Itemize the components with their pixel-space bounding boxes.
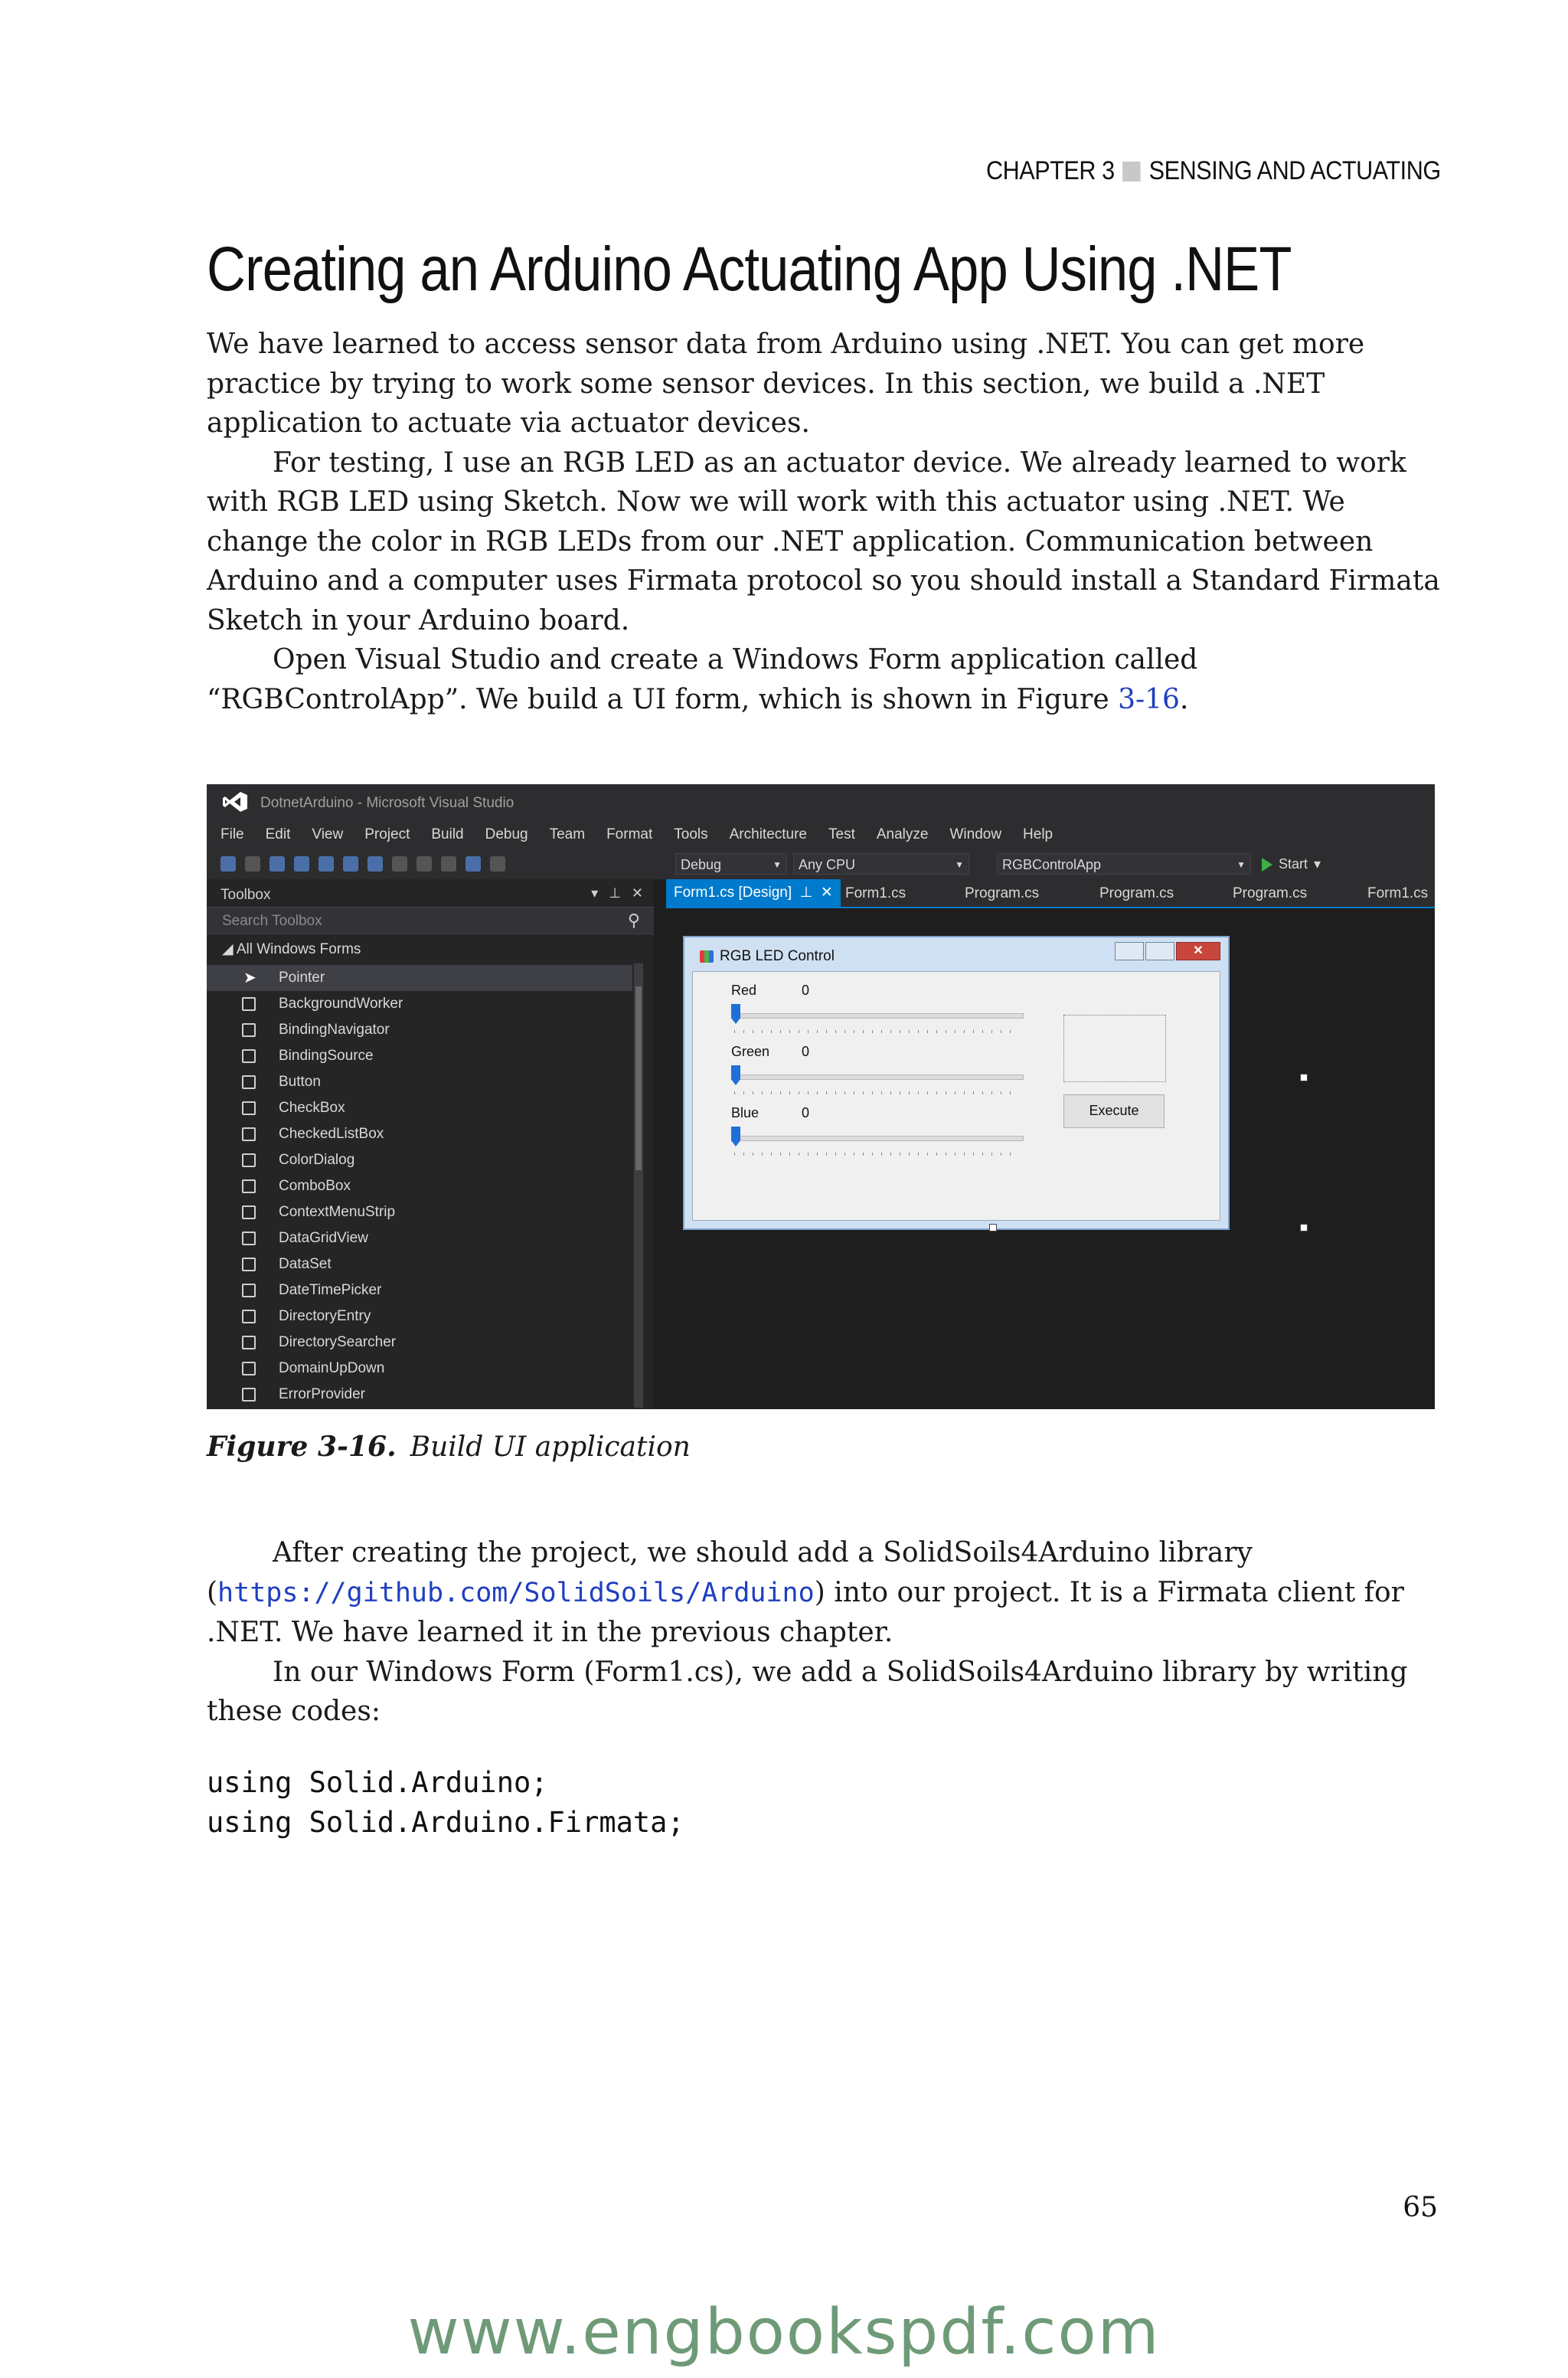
toolbox-item-label: Button [279, 1074, 321, 1090]
toolbox-item[interactable] [207, 1095, 632, 1121]
tab-program-cs-2[interactable]: Program.cs [1099, 885, 1174, 901]
green-slider-thumb[interactable] [731, 1065, 740, 1085]
toolbox-list [207, 965, 632, 1408]
code-block: using Solid.Arduino; using Solid.Arduino.Firmata; [207, 1766, 684, 1839]
resize-handle-corner[interactable] [1300, 1224, 1308, 1232]
toolbox-item[interactable] [207, 1277, 632, 1303]
combobox-icon [242, 1179, 256, 1193]
checked-list-box-icon [242, 1127, 256, 1141]
paragraph-2: For testing, I use an RGB LED as an actuator device. We already learned to work with RGB LED using Sketch. Now we will work with this actuator using .NET. We change the color in RGB LEDs from our .NET application. Communication between Arduino and a computer uses Firmata protocol so you should install a Standard Firmata Sketch in your Arduino board. [207, 446, 1440, 636]
page-number: 65 [1403, 2192, 1438, 2223]
toolbox-item[interactable] [207, 1330, 632, 1356]
figure-caption [207, 1431, 691, 1463]
tab-label: Form1.cs [Design] [674, 885, 792, 901]
paragraph-3-text: Open Visual Studio and create a Windows Form application called “RGBControlApp”. We build a UI form, which is shown in Figure [207, 644, 1198, 715]
form-close-icon[interactable]: ✕ [1176, 942, 1220, 960]
header-square-icon [1123, 162, 1141, 182]
search-icon: ⚲ [627, 911, 640, 930]
platform-arrow-icon: ▼ [955, 859, 964, 870]
form-client-area [692, 971, 1220, 1221]
domain-up-down-icon [242, 1362, 256, 1375]
paragraph-1: We have learned to access sensor data from Arduino using .NET. You can get more practice by trying to work some sensor devices. In this section, we build a .NET application to actuate via actuator devices. [207, 329, 1365, 439]
toolbox-item[interactable] [207, 1251, 632, 1277]
close-icon[interactable]: ✕ [631, 885, 643, 901]
resize-handle-right[interactable] [1300, 1074, 1308, 1081]
start-label: Start [1279, 856, 1308, 872]
start-button[interactable] [1262, 856, 1321, 872]
toolbox-item-label: CheckedListBox [279, 1126, 384, 1142]
directory-searcher-icon [242, 1336, 256, 1349]
running-header [986, 156, 1441, 186]
project-arrow-icon: ▼ [1236, 859, 1246, 870]
toolbox-group-label: All Windows Forms [236, 941, 361, 957]
form-app-icon [700, 950, 714, 963]
caption-label: Figure 3-16. [207, 1431, 397, 1463]
paragraph-5: In our Windows Form (Form1.cs), we add a SolidSoils4Arduino library by writing these codes: [207, 1656, 1408, 1727]
pin-icon[interactable]: ⊥ [609, 885, 621, 901]
toolbox-item-label: DataGridView [279, 1230, 368, 1246]
toolbox-item-label: BindingSource [279, 1048, 374, 1064]
document-tabs [666, 879, 1435, 909]
red-slider-thumb[interactable] [731, 1004, 740, 1024]
tab-form1-cs-2[interactable]: Form1.cs [1367, 885, 1429, 901]
vs-menu-bar [207, 821, 1435, 849]
toolbox-item[interactable] [207, 1356, 632, 1382]
project-combo[interactable] [997, 853, 1251, 875]
paragraph-4 [207, 1533, 1447, 1653]
form-title: RGB LED Control [720, 948, 835, 964]
back-icon[interactable] [220, 856, 236, 872]
tab-pin-icon[interactable]: ⊥ [799, 885, 813, 901]
toolbox-item[interactable] [207, 991, 632, 1017]
checkbox-icon [242, 1101, 256, 1115]
toolbox-item[interactable] [207, 1017, 632, 1043]
toolbox-item[interactable] [207, 1199, 632, 1225]
section-label: SENSING AND ACTUATING [1148, 156, 1441, 185]
add-item-icon[interactable] [294, 856, 309, 872]
vs-title-bar [207, 784, 1435, 821]
menu-build[interactable]: Build [431, 826, 464, 842]
section-title: Creating an Arduino Actuating App Using .NET [207, 234, 1292, 304]
toolbox-item[interactable] [207, 1147, 632, 1173]
start-arrow-icon: ▾ [1314, 856, 1321, 872]
config-combo[interactable] [675, 853, 787, 875]
directory-entry-icon [242, 1310, 256, 1323]
blue-value: 0 [802, 1105, 810, 1120]
github-link[interactable]: https://github.com/SolidSoils/Arduino [217, 1577, 815, 1608]
toolbar-icons [220, 856, 505, 872]
tab-program-cs-3[interactable]: Program.cs [1233, 885, 1308, 901]
execute-button[interactable]: Execute [1063, 1094, 1165, 1128]
toolbox-item[interactable] [207, 1121, 632, 1147]
copy-icon[interactable] [416, 856, 432, 872]
paragraph-3-end: . [1179, 683, 1189, 715]
paragraph-4-text: After creating the project, we should add a SolidSoils4Arduino library ( [207, 1537, 1253, 1608]
chapter-label: CHAPTER 3 [986, 156, 1115, 185]
data-grid-view-icon [242, 1232, 256, 1245]
toolbox-scroll-thumb[interactable] [635, 986, 642, 1170]
body-text-top [207, 325, 1447, 719]
undo-icon[interactable] [466, 856, 481, 872]
context-menu-strip-icon [242, 1205, 256, 1219]
button-icon [242, 1075, 256, 1089]
toolbox-item-label: CheckBox [279, 1100, 345, 1116]
form-window-buttons [1115, 942, 1220, 960]
vs-window-title: DotnetArduino - Microsoft Visual Studio [260, 795, 514, 811]
form-title-bar [700, 948, 835, 965]
cut-icon[interactable] [392, 856, 407, 872]
config-value: Debug [681, 857, 722, 872]
tab-program-cs[interactable]: Program.cs [965, 885, 1040, 901]
tab-form1-design[interactable] [666, 879, 841, 907]
green-value: 0 [802, 1044, 810, 1059]
toolbox-item-label: DirectoryEntry [279, 1308, 371, 1324]
menu-edit[interactable]: Edit [265, 826, 291, 842]
binding-source-icon [242, 1049, 256, 1063]
toolbox-item[interactable] [207, 1043, 632, 1069]
paragraph-3 [207, 640, 1447, 719]
color-preview-panel [1063, 1015, 1166, 1082]
blue-label: Blue [731, 1105, 760, 1120]
forward-icon[interactable] [245, 856, 260, 872]
maximize-icon[interactable] [1145, 942, 1174, 960]
menu-window[interactable]: Window [949, 826, 1002, 842]
dropdown-icon[interactable]: ▾ [591, 885, 599, 901]
form-window[interactable] [683, 936, 1230, 1230]
platform-value: Any CPU [799, 857, 856, 872]
config-arrow-icon: ▼ [773, 859, 782, 870]
toolbox-title: Toolbox [220, 887, 271, 903]
toolbox-item-label: DomainUpDown [279, 1360, 385, 1376]
menu-format[interactable]: Format [606, 826, 653, 842]
toolbox-item-label: DataSet [279, 1256, 332, 1272]
error-provider-icon [242, 1388, 256, 1402]
blue-slider[interactable] [731, 1125, 1022, 1156]
body-text-bottom [207, 1533, 1447, 1732]
toolbox-group[interactable]: ◢ All Windows Forms [222, 941, 361, 957]
menu-help[interactable]: Help [1023, 826, 1054, 842]
figure-screenshot [207, 784, 1435, 1409]
toolbox-search[interactable] [207, 907, 654, 934]
red-slider[interactable] [731, 1003, 1022, 1033]
toolbox-item-label: ColorDialog [279, 1152, 355, 1168]
new-project-icon[interactable] [270, 856, 285, 872]
blue-slider-thumb[interactable] [731, 1127, 740, 1146]
caption-text: Build UI application [410, 1431, 691, 1463]
open-file-icon[interactable] [318, 856, 334, 872]
green-slider[interactable] [731, 1064, 1022, 1094]
red-value: 0 [802, 983, 810, 998]
toolbox-controls [591, 885, 643, 901]
tab-close-icon[interactable]: ✕ [820, 885, 833, 901]
menu-architecture[interactable]: Architecture [729, 826, 807, 842]
toolbox-item[interactable] [207, 1382, 632, 1408]
toolbox-search-placeholder: Search Toolbox [222, 913, 322, 929]
vs-toolbar [207, 849, 1435, 879]
toolbox-item[interactable] [207, 1069, 632, 1095]
red-label: Red [731, 983, 757, 998]
green-label: Green [731, 1044, 770, 1059]
tab-form1-cs[interactable]: Form1.cs [845, 885, 906, 901]
pointer-icon: ➤ [243, 970, 256, 986]
background-worker-icon [242, 997, 256, 1011]
binding-navigator-icon [242, 1023, 256, 1037]
toolbox-item[interactable] [207, 965, 632, 991]
play-icon [1262, 858, 1272, 872]
menu-view[interactable]: View [312, 826, 344, 842]
save-all-icon[interactable] [368, 856, 383, 872]
paragraph-4-end: ) into our project. It is a Firmata client for .NET. We have learned it in the previous chapter. [207, 1576, 1404, 1648]
minimize-icon[interactable] [1115, 942, 1144, 960]
design-surface [666, 908, 1435, 1409]
project-value: RGBControlApp [1002, 857, 1102, 872]
toolbox-item[interactable] [207, 1173, 632, 1199]
figure-link[interactable]: 3-16 [1118, 683, 1180, 715]
toolbox-item-label: ContextMenuStrip [279, 1204, 396, 1220]
toolbox-item-label: BindingNavigator [279, 1022, 390, 1038]
toolbox-item-label: DirectorySearcher [279, 1334, 397, 1350]
date-time-picker-icon [242, 1284, 256, 1297]
color-dialog-icon [242, 1153, 256, 1167]
menu-analyze[interactable]: Analyze [876, 826, 929, 842]
visual-studio-logo-icon [222, 790, 248, 813]
dataset-icon [242, 1258, 256, 1271]
redo-icon[interactable] [490, 856, 505, 872]
toolbox-item-label: Pointer [279, 970, 325, 986]
toolbox-item[interactable] [207, 1303, 632, 1330]
save-icon[interactable] [343, 856, 358, 872]
paste-icon[interactable] [441, 856, 456, 872]
toolbox-item[interactable] [207, 1225, 632, 1251]
menu-tools[interactable]: Tools [674, 826, 708, 842]
menu-file[interactable]: File [220, 826, 244, 842]
toolbox-item-label: ComboBox [279, 1178, 351, 1194]
watermark: www.engbookspdf.com [407, 2296, 1161, 2369]
toolbox-item-label: ErrorProvider [279, 1386, 365, 1402]
resize-handle-bottom[interactable] [989, 1224, 997, 1232]
toolbox-item-label: DateTimePicker [279, 1282, 382, 1298]
menu-debug[interactable]: Debug [485, 826, 528, 842]
toolbox-item-label: BackgroundWorker [279, 996, 403, 1012]
platform-combo[interactable] [793, 853, 969, 875]
menu-team[interactable]: Team [549, 826, 586, 842]
menu-test[interactable]: Test [828, 826, 855, 842]
menu-project[interactable]: Project [364, 826, 410, 842]
toolbox-panel [207, 879, 654, 1409]
